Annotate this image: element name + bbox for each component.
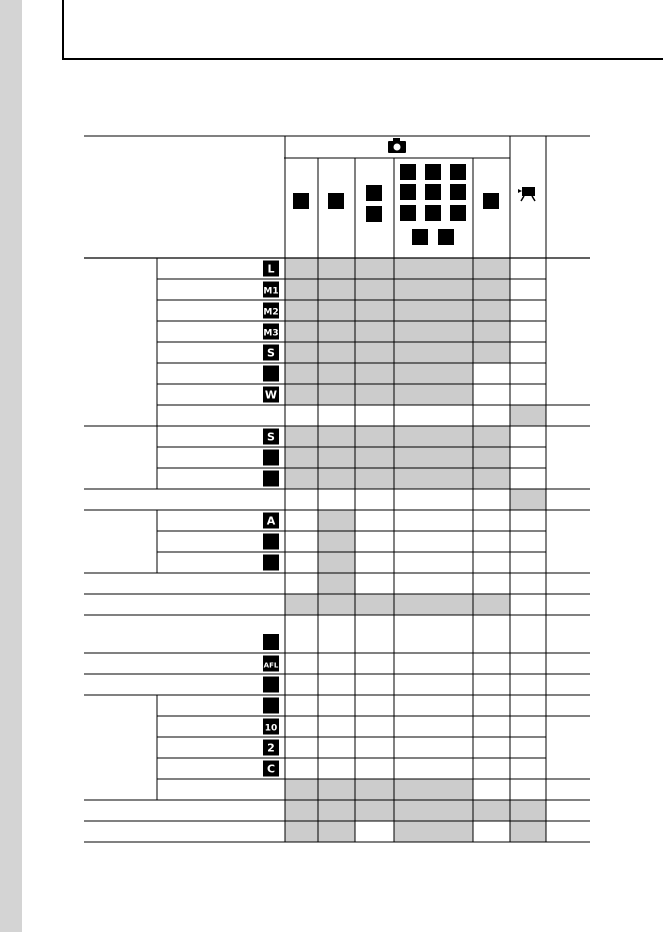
shaded-cell — [318, 321, 355, 342]
shaded-cell — [394, 300, 473, 321]
shaded-cell — [394, 258, 473, 279]
postcard-icon — [263, 366, 279, 382]
beach-icon — [425, 205, 441, 221]
shaded-cell — [285, 342, 318, 363]
superfine-icon — [263, 429, 279, 445]
shaded-cell — [285, 321, 318, 342]
movie-icon — [518, 187, 535, 201]
widescreen-icon-glyph: W — [264, 388, 278, 402]
self-timer-2s-icon-glyph: 2 — [267, 741, 275, 755]
shaded-cell — [510, 489, 546, 510]
shaded-cell — [355, 279, 394, 300]
movie-leg — [521, 196, 524, 201]
custom-timer-icon-glyph: C — [266, 762, 276, 776]
size-m3-icon-glyph: M3 — [263, 328, 279, 339]
shaded-cell — [318, 342, 355, 363]
night-portrait-icon — [450, 164, 466, 180]
shaded-cell — [285, 384, 318, 405]
shaded-cell — [394, 779, 473, 800]
shaded-cell — [510, 821, 546, 842]
shaded-cell — [394, 468, 473, 489]
kids-pets-icon — [400, 184, 416, 200]
flash-off-icon-box — [263, 555, 279, 571]
shaded-cell — [318, 594, 355, 615]
shaded-cell — [318, 531, 355, 552]
fireworks-icon-box — [425, 184, 441, 200]
shaded-cell — [318, 800, 355, 821]
shaded-cell — [473, 342, 510, 363]
shaded-cell — [394, 321, 473, 342]
shaded-cell — [285, 447, 318, 468]
camera-manual-icon-box — [328, 193, 344, 209]
shaded-cell — [285, 426, 318, 447]
shaded-cell — [473, 800, 510, 821]
tv-icon — [366, 206, 382, 222]
landscape-icon — [425, 164, 441, 180]
shaded-cell — [318, 510, 355, 531]
camera-top — [393, 138, 400, 142]
shaded-cell — [473, 447, 510, 468]
flash-on-icon — [263, 534, 279, 550]
macro-icon-box — [263, 634, 279, 650]
flash-off-icon — [263, 555, 279, 571]
indoor-icon — [450, 205, 466, 221]
portrait-icon — [400, 164, 416, 180]
size-m3-icon — [263, 324, 279, 340]
aquarium-icon — [412, 229, 428, 245]
shaded-cell — [473, 279, 510, 300]
shaded-cell — [473, 300, 510, 321]
size-m1-icon — [263, 282, 279, 298]
snow-icon-box — [400, 205, 416, 221]
shaded-cell — [394, 363, 473, 384]
self-timer-10s-icon — [263, 719, 279, 735]
shaded-cell — [318, 779, 355, 800]
shaded-cell — [394, 342, 473, 363]
shaded-cell — [318, 258, 355, 279]
flash-on-icon-box — [263, 534, 279, 550]
flash-auto-icon — [263, 513, 279, 529]
tv-icon-box — [366, 206, 382, 222]
shaded-cell — [285, 258, 318, 279]
shaded-cell — [285, 594, 318, 615]
single-shot-icon-box — [263, 677, 279, 693]
shaded-cell — [394, 426, 473, 447]
shaded-cell — [510, 405, 546, 426]
shaded-cell — [355, 300, 394, 321]
flash-auto-icon-glyph: A — [266, 514, 276, 528]
fine-icon-box — [263, 450, 279, 466]
shaded-cell — [318, 573, 355, 594]
shaded-cell — [285, 779, 318, 800]
shaded-cell — [473, 594, 510, 615]
portrait-icon-box — [400, 164, 416, 180]
size-m2-icon — [263, 303, 279, 319]
foliage-icon — [450, 184, 466, 200]
camera-icon — [388, 138, 406, 153]
shaded-cell — [473, 321, 510, 342]
shaded-cell — [285, 363, 318, 384]
macro-icon — [263, 634, 279, 650]
shaded-cell — [318, 363, 355, 384]
shaded-cell — [355, 321, 394, 342]
av-icon-box — [366, 185, 382, 201]
size-l-icon — [263, 261, 279, 277]
indoor-icon-box — [450, 205, 466, 221]
size-s-icon — [263, 345, 279, 361]
av-icon — [366, 185, 382, 201]
shaded-cell — [355, 594, 394, 615]
size-m1-icon-glyph: M1 — [263, 286, 279, 297]
shaded-cell — [473, 258, 510, 279]
normal-icon-box — [263, 471, 279, 487]
auto-icon-box — [293, 193, 309, 209]
shaded-cell — [355, 363, 394, 384]
auto-icon — [293, 193, 309, 209]
continuous-icon-box — [263, 698, 279, 714]
snow-icon — [400, 205, 416, 221]
size-l-icon-glyph: L — [267, 262, 275, 276]
postcard-icon-box — [263, 366, 279, 382]
shaded-cell — [473, 468, 510, 489]
self-timer-2s-icon — [263, 740, 279, 756]
shaded-cell — [355, 258, 394, 279]
continuous-icon — [263, 698, 279, 714]
shaded-cell — [394, 447, 473, 468]
shaded-cell — [355, 800, 394, 821]
aquarium-icon-box — [412, 229, 428, 245]
fireworks-icon — [425, 184, 441, 200]
shaded-cell — [355, 779, 394, 800]
shaded-cell — [285, 468, 318, 489]
stitch-assist-icon — [483, 193, 499, 209]
shaded-cell — [285, 300, 318, 321]
shaded-cell — [394, 279, 473, 300]
shaded-cell — [355, 342, 394, 363]
shaded-cell — [355, 468, 394, 489]
shaded-cell — [285, 821, 318, 842]
afl-icon-glyph: AFL — [263, 661, 279, 670]
shaded-cell — [355, 384, 394, 405]
normal-icon — [263, 471, 279, 487]
camera-lens — [394, 144, 401, 151]
widescreen-icon — [263, 387, 279, 403]
foliage-icon-box — [450, 184, 466, 200]
shaded-cell — [318, 300, 355, 321]
shaded-cell — [394, 800, 473, 821]
camera-manual-icon — [328, 193, 344, 209]
underwater-icon — [438, 229, 454, 245]
self-timer-10s-icon-glyph: 10 — [264, 723, 278, 734]
landscape-icon-box — [425, 164, 441, 180]
shaded-cell — [318, 552, 355, 573]
custom-timer-icon — [263, 761, 279, 777]
single-shot-icon — [263, 677, 279, 693]
shaded-cell — [285, 279, 318, 300]
shaded-cell — [394, 594, 473, 615]
shaded-cell — [318, 447, 355, 468]
shaded-cell — [318, 821, 355, 842]
underwater-icon-box — [438, 229, 454, 245]
shaded-cell — [355, 447, 394, 468]
kids-pets-icon-box — [400, 184, 416, 200]
superfine-icon-glyph: S — [267, 430, 275, 444]
beach-icon-box — [425, 205, 441, 221]
shaded-cell — [394, 821, 473, 842]
movie-leg — [532, 196, 535, 201]
movie-lens — [518, 189, 522, 193]
night-portrait-icon-box — [450, 164, 466, 180]
movie-body — [522, 187, 535, 196]
shaded-cell — [318, 426, 355, 447]
shaded-cell — [285, 800, 318, 821]
stitch-assist-icon-box — [483, 193, 499, 209]
shaded-cell — [318, 384, 355, 405]
shaded-cell — [473, 426, 510, 447]
shaded-cell — [355, 426, 394, 447]
size-m2-icon-glyph: M2 — [263, 307, 279, 318]
afl-icon — [263, 656, 279, 672]
shaded-cell — [394, 384, 473, 405]
shaded-cell — [510, 800, 546, 821]
shaded-cell — [318, 279, 355, 300]
fine-icon — [263, 450, 279, 466]
shaded-cell — [318, 468, 355, 489]
size-s-icon-glyph: S — [267, 346, 275, 360]
